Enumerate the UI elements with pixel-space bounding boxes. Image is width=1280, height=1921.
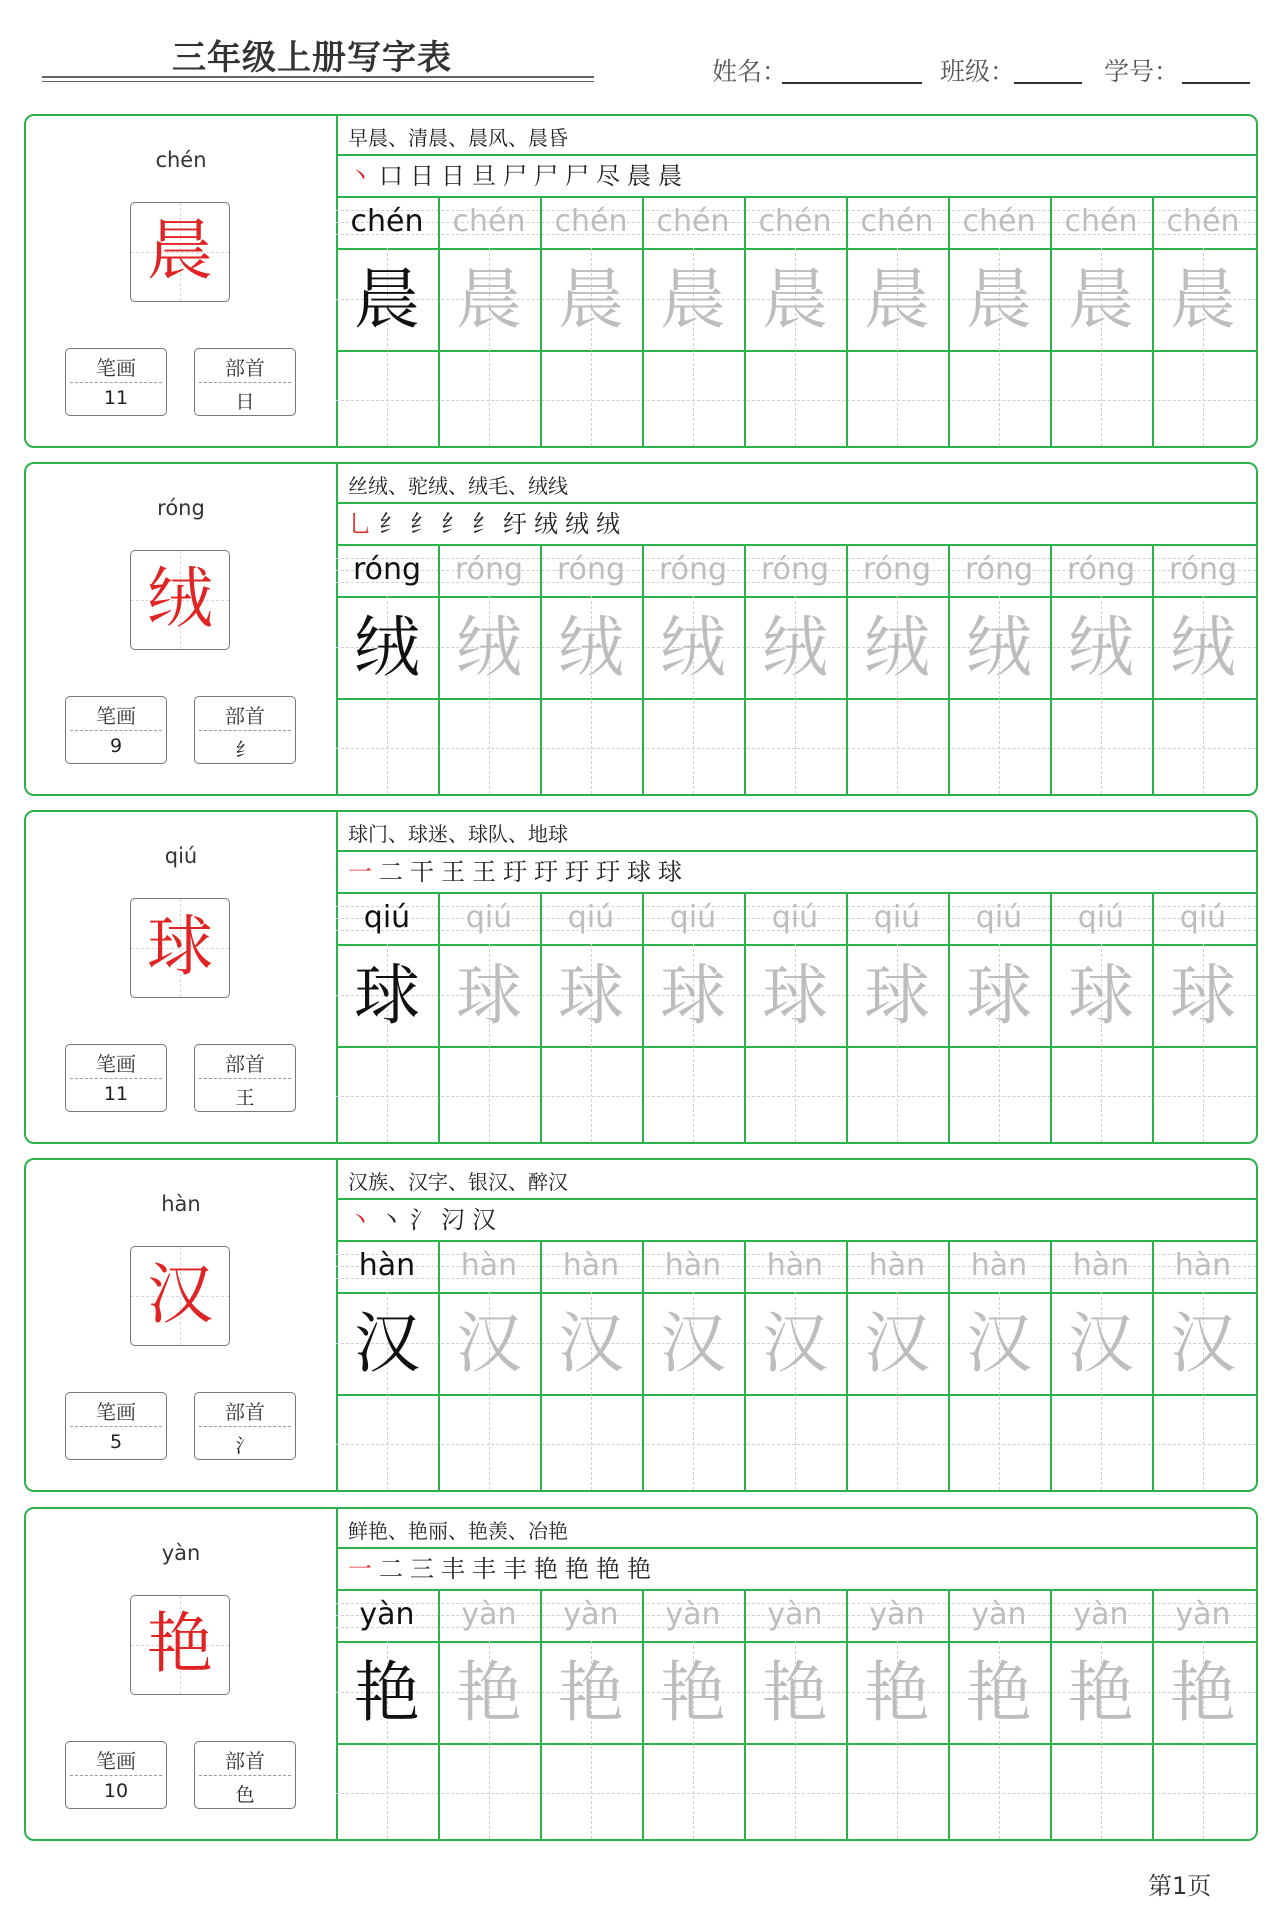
pinyin-trace: yàn [869,1597,925,1632]
pinyin-trace: hàn [460,1248,518,1283]
stroke-step: 纟 [410,510,434,538]
writing-cell[interactable] [540,1745,642,1841]
practice-grid [336,1160,1256,1490]
pinyin-trace: róng [964,552,1034,587]
stroke-step: 晨 [627,162,651,190]
writing-cell[interactable] [438,1048,540,1144]
stroke-step: 尸 [503,162,527,190]
pinyin-trace: qiú [465,900,513,935]
stroke-step: 丰 [441,1555,465,1583]
pinyin-trace: qiú [975,900,1023,935]
pinyin-trace: yàn [665,1597,721,1632]
character-sample: 绒 [354,609,420,686]
character-display-box [130,202,230,302]
stroke-step: 玗 [565,858,589,886]
stroke-step: 丶 [348,1206,372,1234]
character-sample: 汉 [354,1305,420,1382]
radical-value: 日 [235,391,255,413]
pinyin-trace: hàn [868,1248,926,1283]
grid-line [336,850,1256,852]
worksheet-header [0,0,1280,110]
character-trace: 绒 [1068,609,1134,686]
stroke-count-value: 5 [109,1431,123,1453]
divider [199,1078,291,1079]
writing-cell[interactable] [1152,352,1254,448]
writing-cell[interactable] [336,1048,438,1144]
writing-cell[interactable] [336,352,438,448]
stroke-step: 丰 [472,1555,496,1583]
stroke-step: 三 [410,1555,434,1583]
writing-cell[interactable] [1152,1745,1254,1841]
character-trace: 绒 [660,609,726,686]
pinyin-sample: hàn [358,1248,416,1283]
stroke-count-value: 11 [103,387,129,409]
stroke-count-box [65,348,167,416]
stroke-step: 二 [379,858,403,886]
stroke-count-value: 11 [103,1083,129,1105]
character-card [24,1158,1258,1492]
writing-cell[interactable] [438,1396,540,1492]
writing-cell[interactable] [1152,700,1254,796]
writing-cell[interactable] [1152,1396,1254,1492]
practice-grid [336,116,1256,446]
character-trace: 球 [762,957,828,1034]
pinyin-trace: hàn [562,1248,620,1283]
pinyin-trace: róng [1066,552,1136,587]
character-trace: 绒 [1170,609,1236,686]
character-trace: 艳 [762,1654,828,1731]
divider [70,730,162,731]
writing-cell[interactable] [744,1745,846,1841]
stroke-step: 纟 [472,510,496,538]
pinyin-trace: chén [758,204,832,239]
character-trace: 晨 [762,261,828,338]
writing-cell[interactable] [744,700,846,796]
pinyin-trace: chén [1166,204,1240,239]
character-trace: 绒 [864,609,930,686]
character-trace: 汉 [864,1305,930,1382]
writing-cell[interactable] [948,1745,1050,1841]
pinyin-trace: chén [860,204,934,239]
stroke-step: 王 [441,858,465,886]
writing-cell[interactable] [642,352,744,448]
pinyin-trace: chén [554,204,628,239]
character-trace: 绒 [762,609,828,686]
character-trace: 绒 [558,609,624,686]
character-display-box [130,898,230,998]
pinyin-trace: róng [454,552,524,587]
character-trace: 球 [864,957,930,1034]
pinyin-trace: yàn [461,1597,517,1632]
name-field[interactable] [782,82,922,84]
character-trace: 艳 [558,1654,624,1731]
writing-cell[interactable] [1050,1396,1152,1492]
character-trace: 晨 [456,261,522,338]
pinyin-trace: hàn [664,1248,722,1283]
target-character: 汉 [147,1256,213,1333]
character-info-panel [26,464,338,794]
writing-cell[interactable] [1050,1745,1152,1841]
pinyin-trace: qiú [567,900,615,935]
character-trace: 晨 [1068,261,1134,338]
character-trace: 球 [1170,957,1236,1034]
pinyin-trace: hàn [1174,1248,1232,1283]
stroke-step: 旦 [472,162,496,190]
stroke-step: 丰 [503,1555,527,1583]
writing-cell[interactable] [336,700,438,796]
radical-value: 王 [235,1087,255,1109]
writing-cell[interactable] [540,700,642,796]
stroke-step: 艳 [534,1555,558,1583]
grid-line [336,1547,1256,1549]
character-trace: 绒 [966,609,1032,686]
pinyin-trace: chén [656,204,730,239]
character-trace: 球 [1068,957,1134,1034]
stroke-step: 艳 [627,1555,651,1583]
writing-cell[interactable] [846,1048,948,1144]
stroke-count-label: 笔画 [96,356,136,380]
pinyin-trace: yàn [1175,1597,1231,1632]
radical-box [194,1392,296,1460]
title-underline-thin [42,81,594,82]
stroke-step: 丶 [348,162,372,190]
writing-cell[interactable] [948,352,1050,448]
divider [199,1426,291,1427]
character-display-box [130,1595,230,1695]
pinyin-trace: hàn [1072,1248,1130,1283]
divider [70,1426,162,1427]
pinyin-trace: qiú [669,900,717,935]
character-pinyin: yàn [161,1541,201,1565]
stroke-step: 纟 [441,510,465,538]
character-trace: 晨 [864,261,930,338]
stroke-step: 绒 [565,510,589,538]
pinyin-trace: róng [556,552,626,587]
pinyin-sample: qiú [363,900,411,935]
divider [199,1775,291,1776]
stroke-order [348,156,682,191]
class-field[interactable] [1014,82,1082,84]
character-trace: 球 [966,957,1032,1034]
stroke-count-value: 9 [109,735,123,757]
writing-cell[interactable] [438,700,540,796]
character-sample: 球 [354,957,420,1034]
pinyin-sample: chén [350,204,424,239]
stroke-step: 丶 [379,1206,403,1234]
character-trace: 球 [558,957,624,1034]
number-field[interactable] [1182,82,1250,84]
stroke-count-box [65,1392,167,1460]
character-trace: 绒 [456,609,522,686]
radical-value: 色 [235,1784,255,1806]
stroke-step: 绒 [596,510,620,538]
character-info-panel [26,812,338,1142]
pinyin-trace: chén [1064,204,1138,239]
writing-cell[interactable] [744,1396,846,1492]
class-label: 班级： [940,57,1016,86]
example-words: 早晨、清晨、晨风、晨昏 [348,126,568,150]
writing-cell[interactable] [744,1048,846,1144]
writing-cell[interactable] [846,700,948,796]
practice-grid [336,1509,1256,1839]
grid-line [336,154,1256,156]
stroke-step: 晨 [658,162,682,190]
example-words: 球门、球迷、球队、地球 [348,822,568,846]
example-words: 汉族、汉字、银汉、醉汉 [348,1170,568,1194]
character-trace: 汉 [456,1305,522,1382]
stroke-order [348,1549,651,1584]
radical-label: 部首 [225,356,265,380]
character-card [24,1507,1258,1841]
writing-cell[interactable] [846,1396,948,1492]
character-info-panel [26,116,338,446]
character-trace: 汉 [1068,1305,1134,1382]
target-character: 绒 [147,560,213,637]
character-trace: 汉 [558,1305,624,1382]
writing-cell[interactable] [540,352,642,448]
target-character: 艳 [147,1605,213,1682]
stroke-step: 尸 [565,162,589,190]
writing-cell[interactable] [846,1745,948,1841]
pinyin-trace: yàn [971,1597,1027,1632]
pinyin-trace: chén [962,204,1036,239]
writing-cell[interactable] [1050,700,1152,796]
stroke-count-label: 笔画 [96,1749,136,1773]
character-card [24,114,1258,448]
writing-cell[interactable] [948,700,1050,796]
character-trace: 汉 [1170,1305,1236,1382]
stroke-step: 纟 [379,510,403,538]
stroke-step: 乚 [348,510,372,538]
character-trace: 艳 [864,1654,930,1731]
writing-cell[interactable] [336,1745,438,1841]
pinyin-trace: róng [658,552,728,587]
divider [70,1775,162,1776]
character-trace: 晨 [558,261,624,338]
practice-grid [336,812,1256,1142]
divider [199,730,291,731]
pinyin-trace: hàn [766,1248,824,1283]
writing-cell[interactable] [948,1048,1050,1144]
stroke-step: 球 [627,858,651,886]
writing-cell[interactable] [1050,1048,1152,1144]
writing-cell[interactable] [948,1396,1050,1492]
writing-cell[interactable] [744,352,846,448]
pinyin-trace: róng [760,552,830,587]
radical-box [194,348,296,416]
stroke-step: 王 [472,858,496,886]
stroke-step: 玗 [503,858,527,886]
character-trace: 艳 [456,1654,522,1731]
radical-box [194,1044,296,1112]
character-sample: 艳 [354,1654,420,1731]
stroke-step: 二 [379,1555,403,1583]
pinyin-sample: róng [352,552,422,587]
divider [70,1078,162,1079]
writing-cell[interactable] [438,1745,540,1841]
page-title: 三年级上册写字表 [172,38,452,78]
pinyin-sample: yàn [359,1597,415,1632]
grid-line [336,1198,1256,1200]
pinyin-trace: qiú [873,900,921,935]
character-sample: 晨 [354,261,420,338]
stroke-step: 汉 [472,1206,496,1234]
character-trace: 汉 [762,1305,828,1382]
stroke-step: 日 [410,162,434,190]
character-trace: 晨 [1170,261,1236,338]
radical-label: 部首 [225,1052,265,1076]
character-trace: 晨 [966,261,1032,338]
writing-cell[interactable] [540,1048,642,1144]
radical-box [194,1741,296,1809]
stroke-step: 绒 [534,510,558,538]
stroke-step: 氵 [410,1206,434,1234]
pinyin-trace: qiú [1179,900,1227,935]
character-trace: 球 [456,957,522,1034]
number-label: 学号： [1104,57,1180,86]
radical-label: 部首 [225,704,265,728]
character-trace: 汉 [660,1305,726,1382]
stroke-count-label: 笔画 [96,1400,136,1424]
stroke-count-box [65,696,167,764]
writing-cell[interactable] [1152,1048,1254,1144]
stroke-step: 艳 [565,1555,589,1583]
character-card [24,462,1258,796]
pinyin-trace: yàn [563,1597,619,1632]
practice-grid [336,464,1256,794]
character-trace: 汉 [966,1305,1032,1382]
pinyin-trace: yàn [767,1597,823,1632]
pinyin-trace: qiú [771,900,819,935]
page-number: 第1页 [1148,1872,1212,1900]
writing-cell[interactable] [642,1396,744,1492]
radical-box [194,696,296,764]
writing-cell[interactable] [540,1396,642,1492]
pinyin-trace: róng [862,552,932,587]
stroke-step: 球 [658,858,682,886]
character-card [24,810,1258,1144]
stroke-count-label: 笔画 [96,1052,136,1076]
character-trace: 艳 [1068,1654,1134,1731]
character-pinyin: qiú [164,844,198,868]
pinyin-trace: hàn [970,1248,1028,1283]
stroke-order [348,852,682,887]
character-trace: 艳 [966,1654,1032,1731]
character-pinyin: hàn [161,1192,201,1216]
character-display-box [130,550,230,650]
radical-value: 纟 [235,739,255,761]
example-words: 丝绒、驼绒、绒毛、绒线 [348,474,568,498]
writing-cell[interactable] [642,1048,744,1144]
writing-cell[interactable] [336,1396,438,1492]
writing-cell[interactable] [642,700,744,796]
character-info-panel [26,1509,338,1839]
stroke-step: 尽 [596,162,620,190]
divider [70,382,162,383]
character-trace: 艳 [1170,1654,1236,1731]
character-trace: 艳 [660,1654,726,1731]
stroke-count-value: 10 [103,1780,129,1802]
writing-cell[interactable] [642,1745,744,1841]
stroke-step: 干 [410,858,434,886]
radical-value: 氵 [235,1435,255,1457]
stroke-count-label: 笔画 [96,704,136,728]
stroke-step: 玗 [534,858,558,886]
example-words: 鲜艳、艳丽、艳羡、冶艳 [348,1519,568,1543]
target-character: 晨 [147,212,213,289]
writing-cell[interactable] [846,352,948,448]
character-display-box [130,1246,230,1346]
target-character: 球 [147,908,213,985]
stroke-order [348,504,620,539]
name-label: 姓名： [712,57,788,86]
radical-label: 部首 [225,1400,265,1424]
character-trace: 球 [660,957,726,1034]
pinyin-trace: yàn [1073,1597,1129,1632]
stroke-step: 汈 [441,1206,465,1234]
pinyin-trace: qiú [1077,900,1125,935]
stroke-step: 尸 [534,162,558,190]
grid-line [336,502,1256,504]
stroke-count-box [65,1741,167,1809]
stroke-step: 纡 [503,510,527,538]
pinyin-trace: róng [1168,552,1238,587]
stroke-step: 日 [441,162,465,190]
stroke-step: 一 [348,858,372,886]
writing-cell[interactable] [1050,352,1152,448]
character-pinyin: róng [157,496,205,520]
stroke-step: 一 [348,1555,372,1583]
character-trace: 晨 [660,261,726,338]
radical-label: 部首 [225,1749,265,1773]
character-info-panel [26,1160,338,1490]
pinyin-trace: chén [452,204,526,239]
writing-cell[interactable] [438,352,540,448]
stroke-step: 玗 [596,858,620,886]
character-pinyin: chén [155,148,207,172]
title-underline [42,76,594,78]
stroke-step: 口 [379,162,403,190]
stroke-order [348,1200,496,1235]
divider [199,382,291,383]
stroke-count-box [65,1044,167,1112]
stroke-step: 艳 [596,1555,620,1583]
